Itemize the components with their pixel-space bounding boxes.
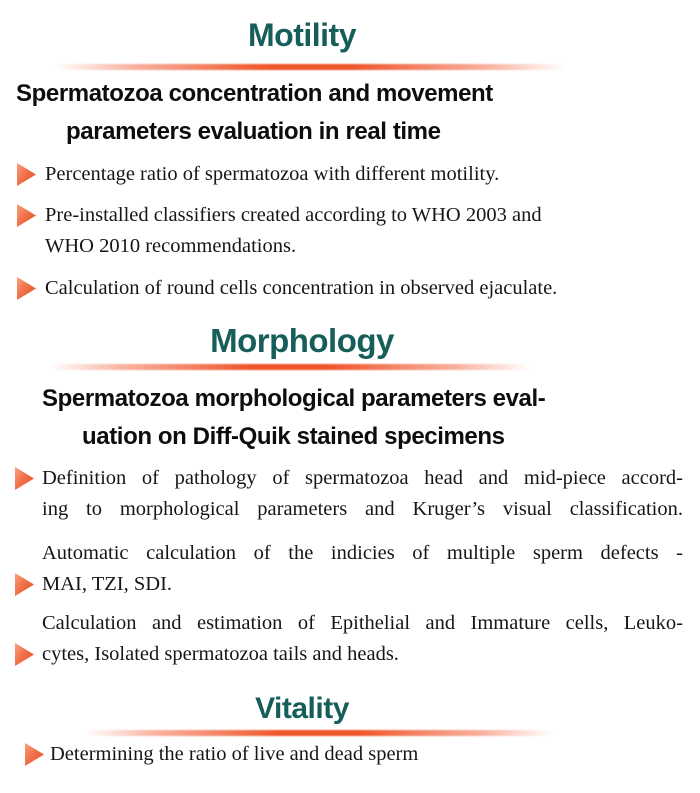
bullet-item: [0, 273, 700, 304]
subtitle-line: uation on Diff-Quik stained specimens: [82, 423, 505, 450]
section-title-motility: Motility: [248, 17, 356, 53]
subtitle-line: parameters evaluation in real time: [66, 118, 441, 145]
section-divider-gradient: [50, 364, 530, 370]
subtitle-morphology: [0, 380, 700, 456]
section-morphology: [0, 321, 700, 670]
bullet-item: [0, 159, 700, 190]
section-title-vitality: Vitality: [255, 692, 349, 725]
bullet-line: Determining the ratio of live and dead sperm: [50, 743, 419, 765]
bullet-item: [0, 200, 700, 262]
subtitle-line: Spermatozoa concentration and movement: [16, 80, 493, 107]
bullet-line: Percentage ratio of spermatozoa with different motility.: [45, 163, 500, 185]
bullet-item: [0, 463, 700, 525]
section-divider-gradient: [85, 730, 553, 736]
section-divider-gradient: [55, 64, 565, 70]
bullet-line: Calculation and estimation of Epithelial and Immature cells, Leuko-: [42, 612, 683, 634]
bullet-line: cytes, Isolated spermatozoa tails and heads.: [42, 643, 399, 665]
section-motility: [0, 15, 700, 304]
bullet-line: Definition of pathology of spermatozoa head and mid-piece accord-: [42, 467, 683, 489]
section-vitality: [0, 690, 700, 770]
bullet-item: [0, 608, 700, 670]
subtitle-motility: [0, 75, 700, 151]
bullet-line: ing to morphological parameters and Kruger’s visual classification.: [42, 498, 683, 520]
bullet-line: Automatic calculation of the indicies of multiple sperm defects -: [42, 542, 683, 564]
bullet-line: MAI, TZI, SDI.: [42, 573, 173, 595]
subtitle-line: Spermatozoa morphological parameters eval-: [42, 385, 546, 412]
bullet-line: Pre-installed classifiers created according to WHO 2003 and: [45, 204, 542, 226]
bullet-item: [0, 538, 700, 600]
bullet-line: Calculation of round cells concentration in observed ejaculate.: [45, 277, 558, 299]
bullet-line: WHO 2010 recommendations.: [45, 235, 297, 257]
section-title-morphology: Morphology: [210, 322, 394, 359]
bullet-item: [0, 739, 700, 770]
